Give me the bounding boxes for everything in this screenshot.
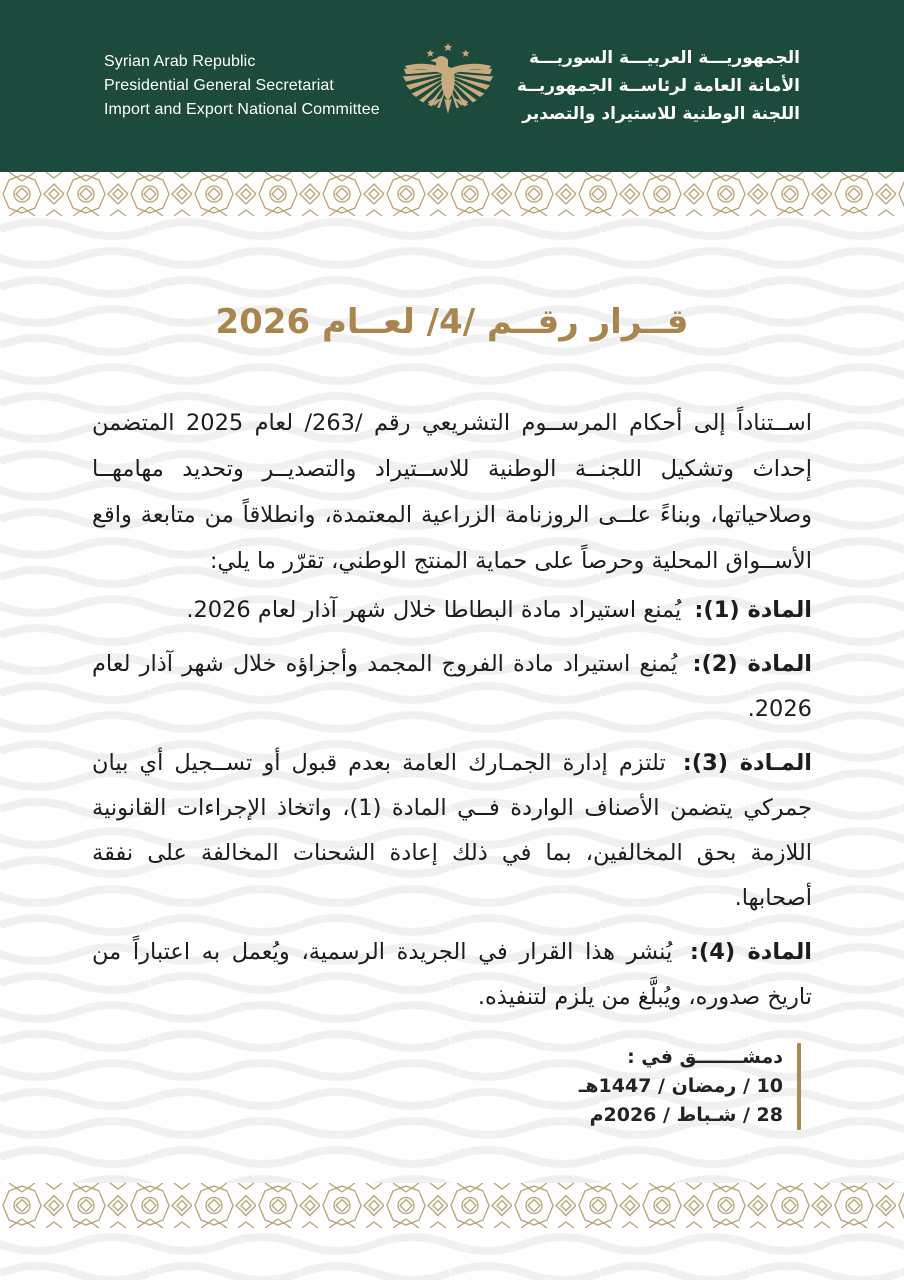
preamble-paragraph: اســتناداً إلى أحكام المرســوم التشريعي رقم /263/ لعام 2025 المتضمن إحداث وتشكيل اللجنــة الوطنية للاســتيراد والتصديــر وتحديد مهامهــا وصلاحياتها، وبناءً علــى الروزنامة الزراعية المعتمدة، وانطلاقاً من متابعة واقع الأســواق المحلية وحرصاً على حماية المنتج الوطني، تقرّر ما يلي:: [92, 410, 812, 574]
article-1-text: يُمنع استيراد مادة البطاطا خلال شهر آذار لعام 2026.: [186, 597, 682, 623]
issuer-en-line-1: Syrian Arab Republic: [104, 53, 256, 70]
issuer-ar-line-1: الجمهوريـــة العربيـــة السوريـــة: [528, 48, 800, 68]
eagle-emblem-icon: [387, 40, 509, 134]
date-accent-bar: [797, 1043, 801, 1130]
decree-title: قــرار رقــم /4/ لعــام 2026: [215, 302, 689, 342]
ornament-border-bottom: [0, 1183, 904, 1228]
date-lines: [579, 1043, 783, 1130]
article-2: [92, 642, 812, 732]
ornament-border-top: [0, 172, 904, 216]
article-3-text: تلتزم إدارة الجمـارك العامة بعدم قبول أو تســجيل أي بيان جمركي يتضمن الأصناف الواردة فــي المادة (1)، واتخاذ الإجراءات القانونية اللازمة بحق المخالفين، بما في ذلك إعادة الشحنات المخالفة على نفقة أصحابها.: [92, 750, 812, 911]
issuer-en-line-3: Import and Export National Committee: [104, 101, 380, 118]
article-1: [92, 588, 812, 633]
articles-list: [92, 588, 812, 1029]
article-4-label: المادة (4):: [689, 939, 813, 965]
article-3: [92, 741, 812, 921]
article-2-label: المادة (2):: [692, 651, 812, 677]
article-3-label: المـادة (3):: [682, 750, 812, 776]
article-2-text: يُمنع استيراد مادة الفروج المجمد وأجزاؤه خلال شهر آذار لعام 2026.: [92, 651, 812, 722]
issuer-arabic-block: [517, 44, 800, 128]
issuer-english-block: [104, 50, 380, 122]
article-1-label: المادة (1):: [694, 597, 812, 623]
date-gregorian-line: 28 / شـباط / 2026م: [589, 1104, 783, 1126]
date-place-line: دمشـــــــق في :: [627, 1046, 783, 1068]
date-hijri-line: 10 / رمضان / 1447هـ: [578, 1075, 783, 1097]
masthead: [0, 0, 904, 172]
article-4: [92, 930, 812, 1020]
article-4-text: يُنشر هذا القرار في الجريدة الرسمية، ويُعمل به اعتباراً من تاريخ صدوره، ويُبلَّغ من يلزم لتنفيذه.: [92, 939, 812, 1010]
issuer-ar-line-3: اللجنة الوطنية للاستيراد والتصدير: [522, 104, 800, 124]
issuer-en-line-2: Presidential General Secretariat: [104, 77, 334, 94]
issuer-ar-line-2: الأمانة العامة لرئاســة الجمهوريــة: [516, 76, 800, 96]
date-block: [579, 1043, 801, 1130]
